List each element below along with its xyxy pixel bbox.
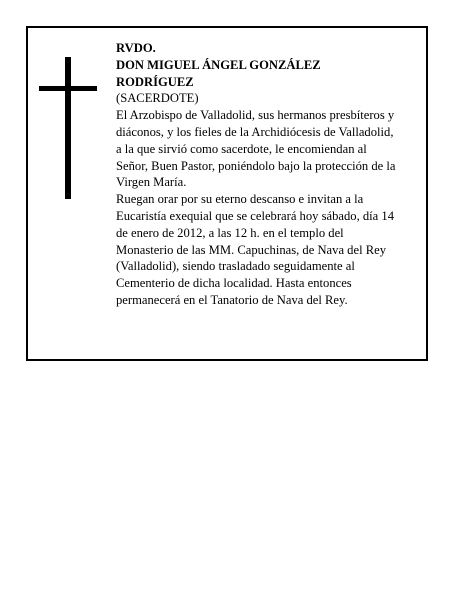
deceased-name-line-1: DON MIGUEL ÁNGEL GONZÁLEZ [116,57,321,72]
text-line: permanecerá en el Tanatorio de Nava del Rey. [116,292,348,307]
text-line: Monasterio de las MM. Capuchinas, de Nava del Rey [116,242,387,257]
obituary-notice [26,26,428,361]
text-line: Eucaristía exequial que se celebrará hoy sábado, día 14 [116,208,394,223]
text-line: (Valladolid), siendo trasladado seguidamente al [116,259,355,274]
deceased-role: (SACERDOTE) [116,91,199,106]
deceased-name-line-2: RODRÍGUEZ [116,74,194,89]
announcement-paragraph [116,107,426,191]
text-line: Ruegan orar por su eterno descanso e invitan a la [116,192,364,207]
cross-icon [65,57,71,199]
honorific: RVDO. [116,41,156,55]
cross-icon-crossbar [39,86,97,91]
text-line: El Arzobispo de Valladolid, sus hermanos presbíteros y [116,108,395,123]
text-line: Cementerio de dicha localidad. Hasta entonces [116,276,352,291]
funeral-details-paragraph [116,191,426,309]
text-line: diáconos, y los fieles de la Archidiócesis de Valladolid, [116,124,394,139]
notice-content [116,40,426,309]
text-line: Señor, Buen Pastor, poniéndolo bajo la protección de la [116,158,396,173]
text-line: Virgen María. [116,175,187,190]
text-line: de enero de 2012, a las 12 h. en el templo del [116,225,344,240]
text-line: a la que sirvió como sacerdote, le encomiendan al [116,141,367,156]
